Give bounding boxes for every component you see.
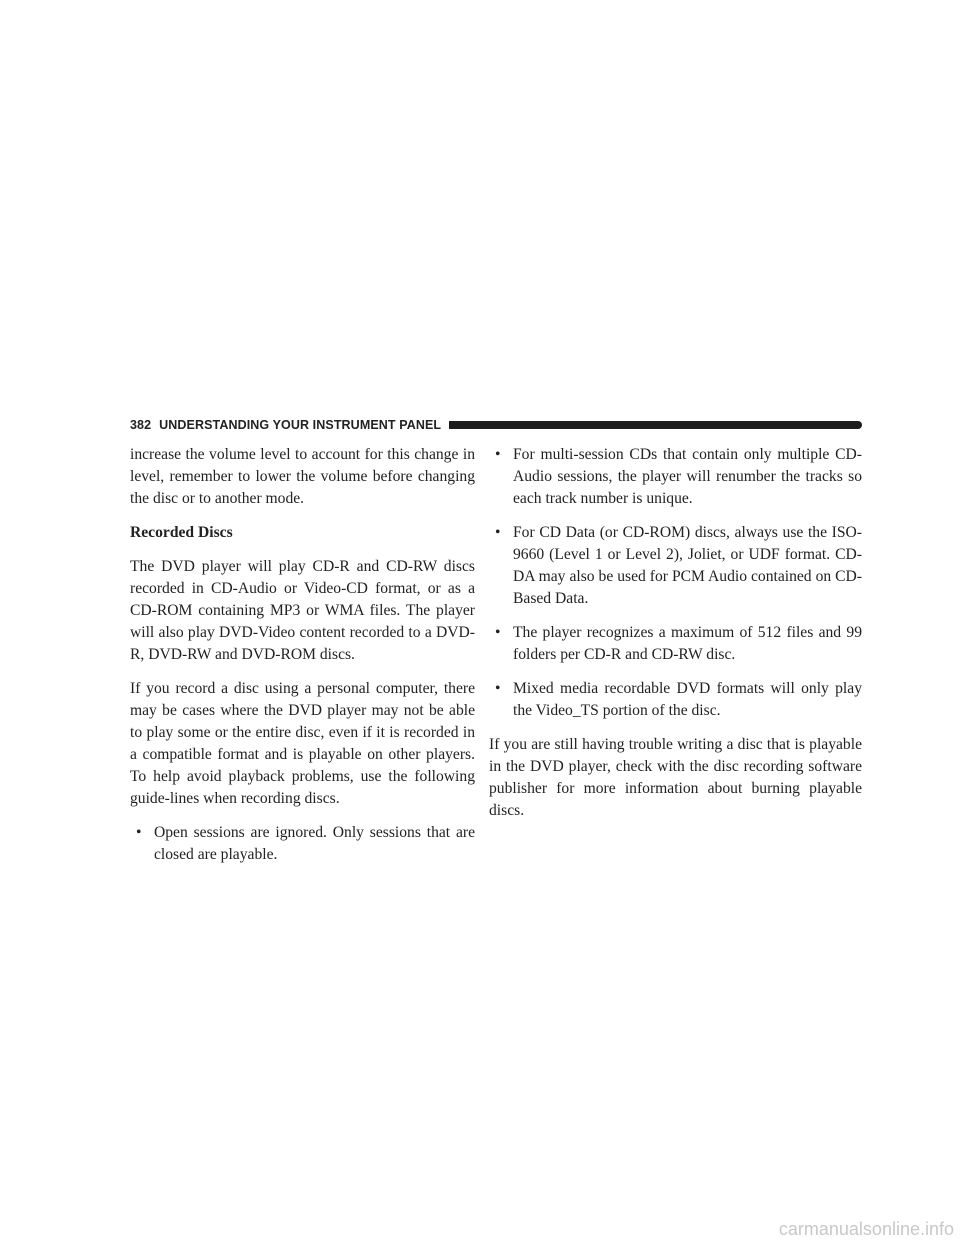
list-item-text: Open sessions are ignored. Only sessions that are closed are playable.	[154, 824, 475, 863]
list-item-text: The player recognizes a maximum of 512 files and 99 folders per CD-R and CD-RW disc.	[513, 624, 862, 663]
bullet-icon: •	[495, 680, 501, 697]
section-title: UNDERSTANDING YOUR INSTRUMENT PANEL	[159, 418, 442, 432]
bullet-icon: •	[495, 524, 501, 541]
intro-paragraph: increase the volume level to account for this change in level, remember to lower the volume before changing the disc or to another mode.	[130, 446, 475, 507]
page-header	[130, 417, 862, 433]
closing-paragraph: If you are still having trouble writing a disc that is playable in the DVD player, check with the disc recording software publisher for more information about burning playable discs.	[489, 736, 862, 819]
paragraph-personal-computer: If you record a disc using a personal computer, there may be cases where the DVD player may not be able to play some or the entire disc, even if it is recorded in a compatible format and is playable on other players. To help avoid playback problems, use the following guide-lines when recording discs.	[130, 680, 475, 807]
list-item	[489, 522, 862, 610]
watermark: carmanualsonline.info	[778, 1219, 954, 1239]
bullet-icon: •	[495, 624, 501, 641]
list-item	[130, 822, 475, 866]
header-rule	[449, 421, 862, 429]
right-column	[489, 444, 862, 834]
list-item	[489, 444, 862, 510]
list-item-text: For CD Data (or CD-ROM) discs, always use the ISO-9660 (Level 1 or Level 2), Joliet, or UDF format. CD-DA may also be used for PCM Audio contained on CD-Based Data.	[513, 524, 862, 607]
left-column	[130, 444, 475, 878]
bullet-icon: •	[495, 446, 501, 463]
list-item-text: For multi-session CDs that contain only multiple CD-Audio sessions, the player will renumber the tracks so each track number is unique.	[513, 446, 862, 507]
page-number: 382	[130, 418, 152, 432]
bullet-icon: •	[136, 824, 142, 841]
list-item	[489, 622, 862, 666]
paragraph-dvd-player-formats: The DVD player will play CD-R and CD-RW discs recorded in CD-Audio or Video-CD format, or as a CD-ROM containing MP3 or WMA files. The player will also play DVD-Video content recorded to a DVD-R, DVD-RW and DVD-ROM discs.	[130, 558, 475, 663]
list-item	[489, 678, 862, 722]
subheading-recorded-discs: Recorded Discs	[130, 524, 233, 541]
list-item-text: Mixed media recordable DVD formats will only play the Video_TS portion of the disc.	[513, 680, 862, 719]
